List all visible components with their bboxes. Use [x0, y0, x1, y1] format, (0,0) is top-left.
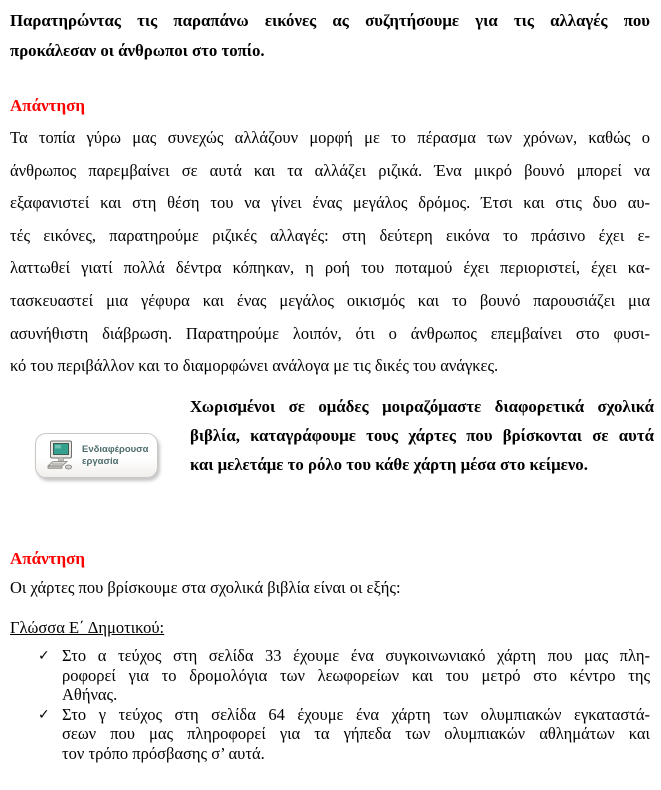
question-paragraph [10, 6, 650, 66]
bullet-line: σεων που μας πληροφορεί για τα γήπεδα των ολυμπιακών αθλημάτων και [62, 724, 650, 744]
task-paragraph [190, 392, 654, 479]
bullet-item [10, 705, 650, 764]
bullet-line: Στο α τεύχος στη σελίδα 33 έχουμε ένα συγκοινωνιακό χάρτη που μας πλη- [62, 646, 650, 665]
answer-line: λαττωθεί γιατί πολλά δέντρα κόπηκαν, η ροή του ποταμού έχει περιοριστεί, έχει κα- [10, 258, 650, 278]
bullet-item [10, 646, 650, 705]
question-line: Παρατηρώντας τις παραπάνω εικόνες ας συζητήσουμε για τις αλλαγές που [10, 11, 650, 30]
badge-label-line: εργασία [82, 455, 119, 467]
question-line: προκάλεσαν οι άνθρωποι στο τοπίο. [10, 41, 265, 60]
answer-heading: Απάντηση [10, 549, 86, 568]
bullet-line: Αθήνας. [62, 685, 118, 705]
answer-line: ασυνήθιστη διάβρωση. Παρατηρούμε λοιπόν, ότι ο άνθρωπος επεμβαίνει στο φυσι- [10, 323, 650, 343]
interesting-task-badge [35, 433, 158, 478]
answer-paragraph [10, 122, 650, 383]
answer-heading: Απάντηση [10, 96, 86, 115]
badge-label-line: Ενδιαφέρουσα [82, 444, 149, 455]
task-line: Χωρισμένοι σε ομάδες μοιραζόμαστε διαφορετικά σχολικά [190, 397, 654, 416]
check-icon: ✓ [38, 648, 50, 664]
badge-label [82, 444, 149, 467]
answer-line: τασκευαστεί μια γέφυρα και ένας μεγάλος οικισμός και το βουνό παρουσιάζει μια [10, 290, 650, 310]
bullet-list [10, 646, 650, 764]
book-section-heading: Γλώσσα Ε΄ Δημοτικού: [10, 618, 165, 637]
computer-icon [44, 439, 76, 473]
bullet-line: τον τρόπο πρόσβασης σ’ αυτά. [62, 743, 265, 763]
task-line: βιβλία, καταγράφουμε τους χάρτες που βρίσκονται σε αυτά [190, 426, 654, 445]
answer-line: Τα τοπία γύρω μας συνεχώς αλλάζουν μορφή με το πέρασμα των χρόνων, καθώς ο [10, 128, 650, 147]
bullet-line: ροφορεί για το δρομολόγια των λεωφορείων και του μετρό στο κέντρο της [62, 665, 650, 685]
maps-intro-text: Οι χάρτες που βρίσκουμε στα σχολικά βιβλία είναι οι εξής: [10, 578, 401, 597]
answer-line: άνθρωπος παρεμβαίνει σε αυτά και τα αλλάζει ριζικά. Ένα μικρό βουνό μπορεί να [10, 160, 650, 180]
bullet-line: Στο γ τεύχος στη σελίδα 64 έχουμε ένα χάρτη των ολυμπιακών εγκαταστά- [62, 704, 650, 724]
task-line: και μελετάμε το ρόλο του κάθε χάρτη μέσα στο κείμενο. [190, 455, 588, 474]
answer-line: εξαφανιστεί και στη θέση του να γίνει ένας μεγάλος δρόμος. Έτσι και στις δυο αυ- [10, 193, 650, 213]
answer-line: τές εικόνες, παρατηρούμε ριζικές αλλαγές: στη δεύτερη εικόνα το πράσινο έχει ε- [10, 225, 650, 245]
answer-line: κό του περιβάλλον και το διαμορφώνει ανάλογα με τις δικές του ανάγκες. [10, 356, 499, 376]
check-icon: ✓ [38, 706, 50, 723]
